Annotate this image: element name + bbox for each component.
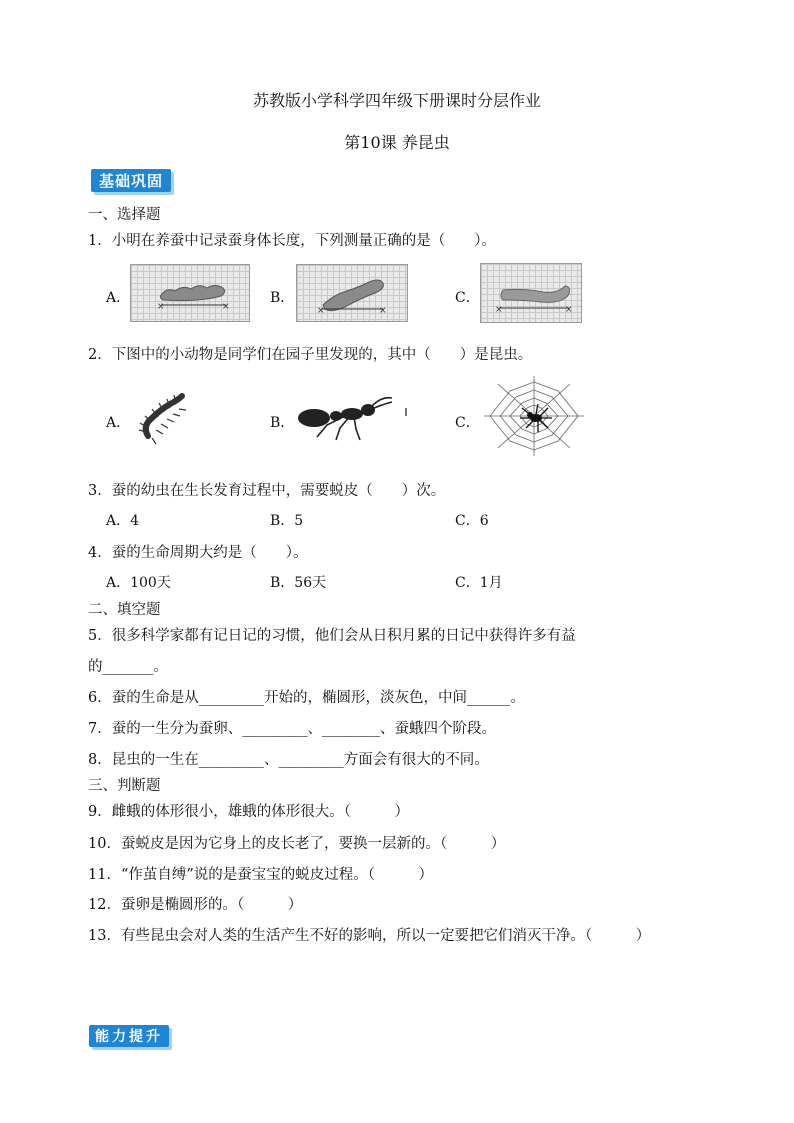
q2-option-a: A．	[106, 415, 131, 431]
section-choice-heading: 一、选择题	[88, 207, 161, 223]
q3-option-a: A．4	[106, 513, 140, 529]
centipede-icon	[136, 392, 192, 446]
question-5-line-2: 的_______。	[88, 659, 168, 675]
svg-text:×: ×	[379, 306, 387, 316]
svg-text:×: ×	[565, 305, 573, 315]
question-4: 4．蚕的生命周期大约是（ ）。	[88, 545, 308, 561]
question-6: 6．蚕的生命是从_________开始的，椭圆形，淡灰色，中间______。	[88, 690, 525, 706]
ant-icon	[292, 392, 412, 442]
question-2: 2．下图中的小动物是同学们在园子里发现的，其中（ ）是昆虫。	[88, 347, 533, 363]
q4-option-b: B．56天	[270, 575, 327, 591]
spider-web-icon	[482, 374, 586, 458]
question-7: 7．蚕的一生分为蚕卵、_________、________、蚕蛾四个阶段。	[88, 721, 496, 737]
q3-option-c: C．6	[455, 513, 489, 529]
question-9: 9．雌蛾的体形很小，雄蛾的体形很大。（ ）	[88, 804, 409, 820]
section-fill-heading: 二、填空题	[88, 602, 161, 618]
question-3: 3．蚕的幼虫在生长发育过程中，需要蜕皮（ ）次。	[88, 483, 446, 499]
svg-text:×: ×	[317, 306, 325, 316]
silkworm-ruler-b-image	[296, 264, 408, 322]
question-10: 10．蚕蜕皮是因为它身上的皮长老了，要换一层新的。（ ）	[88, 836, 506, 852]
question-12: 12．蚕卵是椭圆形的。（ ）	[88, 897, 303, 913]
section-badge-basic: 基础巩固	[91, 169, 171, 192]
q4-option-c: C．1月	[455, 575, 503, 591]
section-judge-heading: 三、判断题	[88, 778, 161, 794]
svg-text:×: ×	[495, 305, 503, 315]
svg-text:×: ×	[157, 302, 165, 312]
silkworm-ruler-c-image	[480, 263, 582, 323]
q1-option-c: C．	[455, 290, 480, 306]
question-5-line-1: 5．很多科学家都有记日记的习惯，他们会从日积月累的日记中获得许多有益	[88, 628, 576, 644]
lesson-title: 第10课 养昆虫	[344, 133, 450, 152]
question-11: 11．“作茧自缚”说的是蚕宝宝的蜕皮过程。（ ）	[88, 867, 434, 883]
svg-text:×: ×	[222, 302, 230, 312]
section-badge-advanced: 能力提升	[89, 1025, 169, 1047]
q1-option-a: A．	[106, 290, 131, 306]
q1-option-b: B．	[270, 290, 295, 306]
question-8: 8．昆虫的一生在_________、_________方面会有很大的不同。	[88, 752, 489, 768]
q2-option-b: B．	[270, 415, 295, 431]
page-title: 苏教版小学科学四年级下册课时分层作业	[252, 91, 541, 110]
q4-option-a: A．100天	[106, 575, 171, 591]
q2-option-c: C．	[455, 415, 480, 431]
q3-option-b: B．5	[270, 513, 304, 529]
silkworm-ruler-a-image	[130, 264, 250, 322]
question-1: 1．小明在养蚕中记录蚕身体长度，下列测量正确的是（ ）。	[88, 233, 496, 249]
question-13: 13．有些昆虫会对人类的生活产生不好的影响，所以一定要把它们消灭干净。（ ）	[88, 928, 651, 944]
